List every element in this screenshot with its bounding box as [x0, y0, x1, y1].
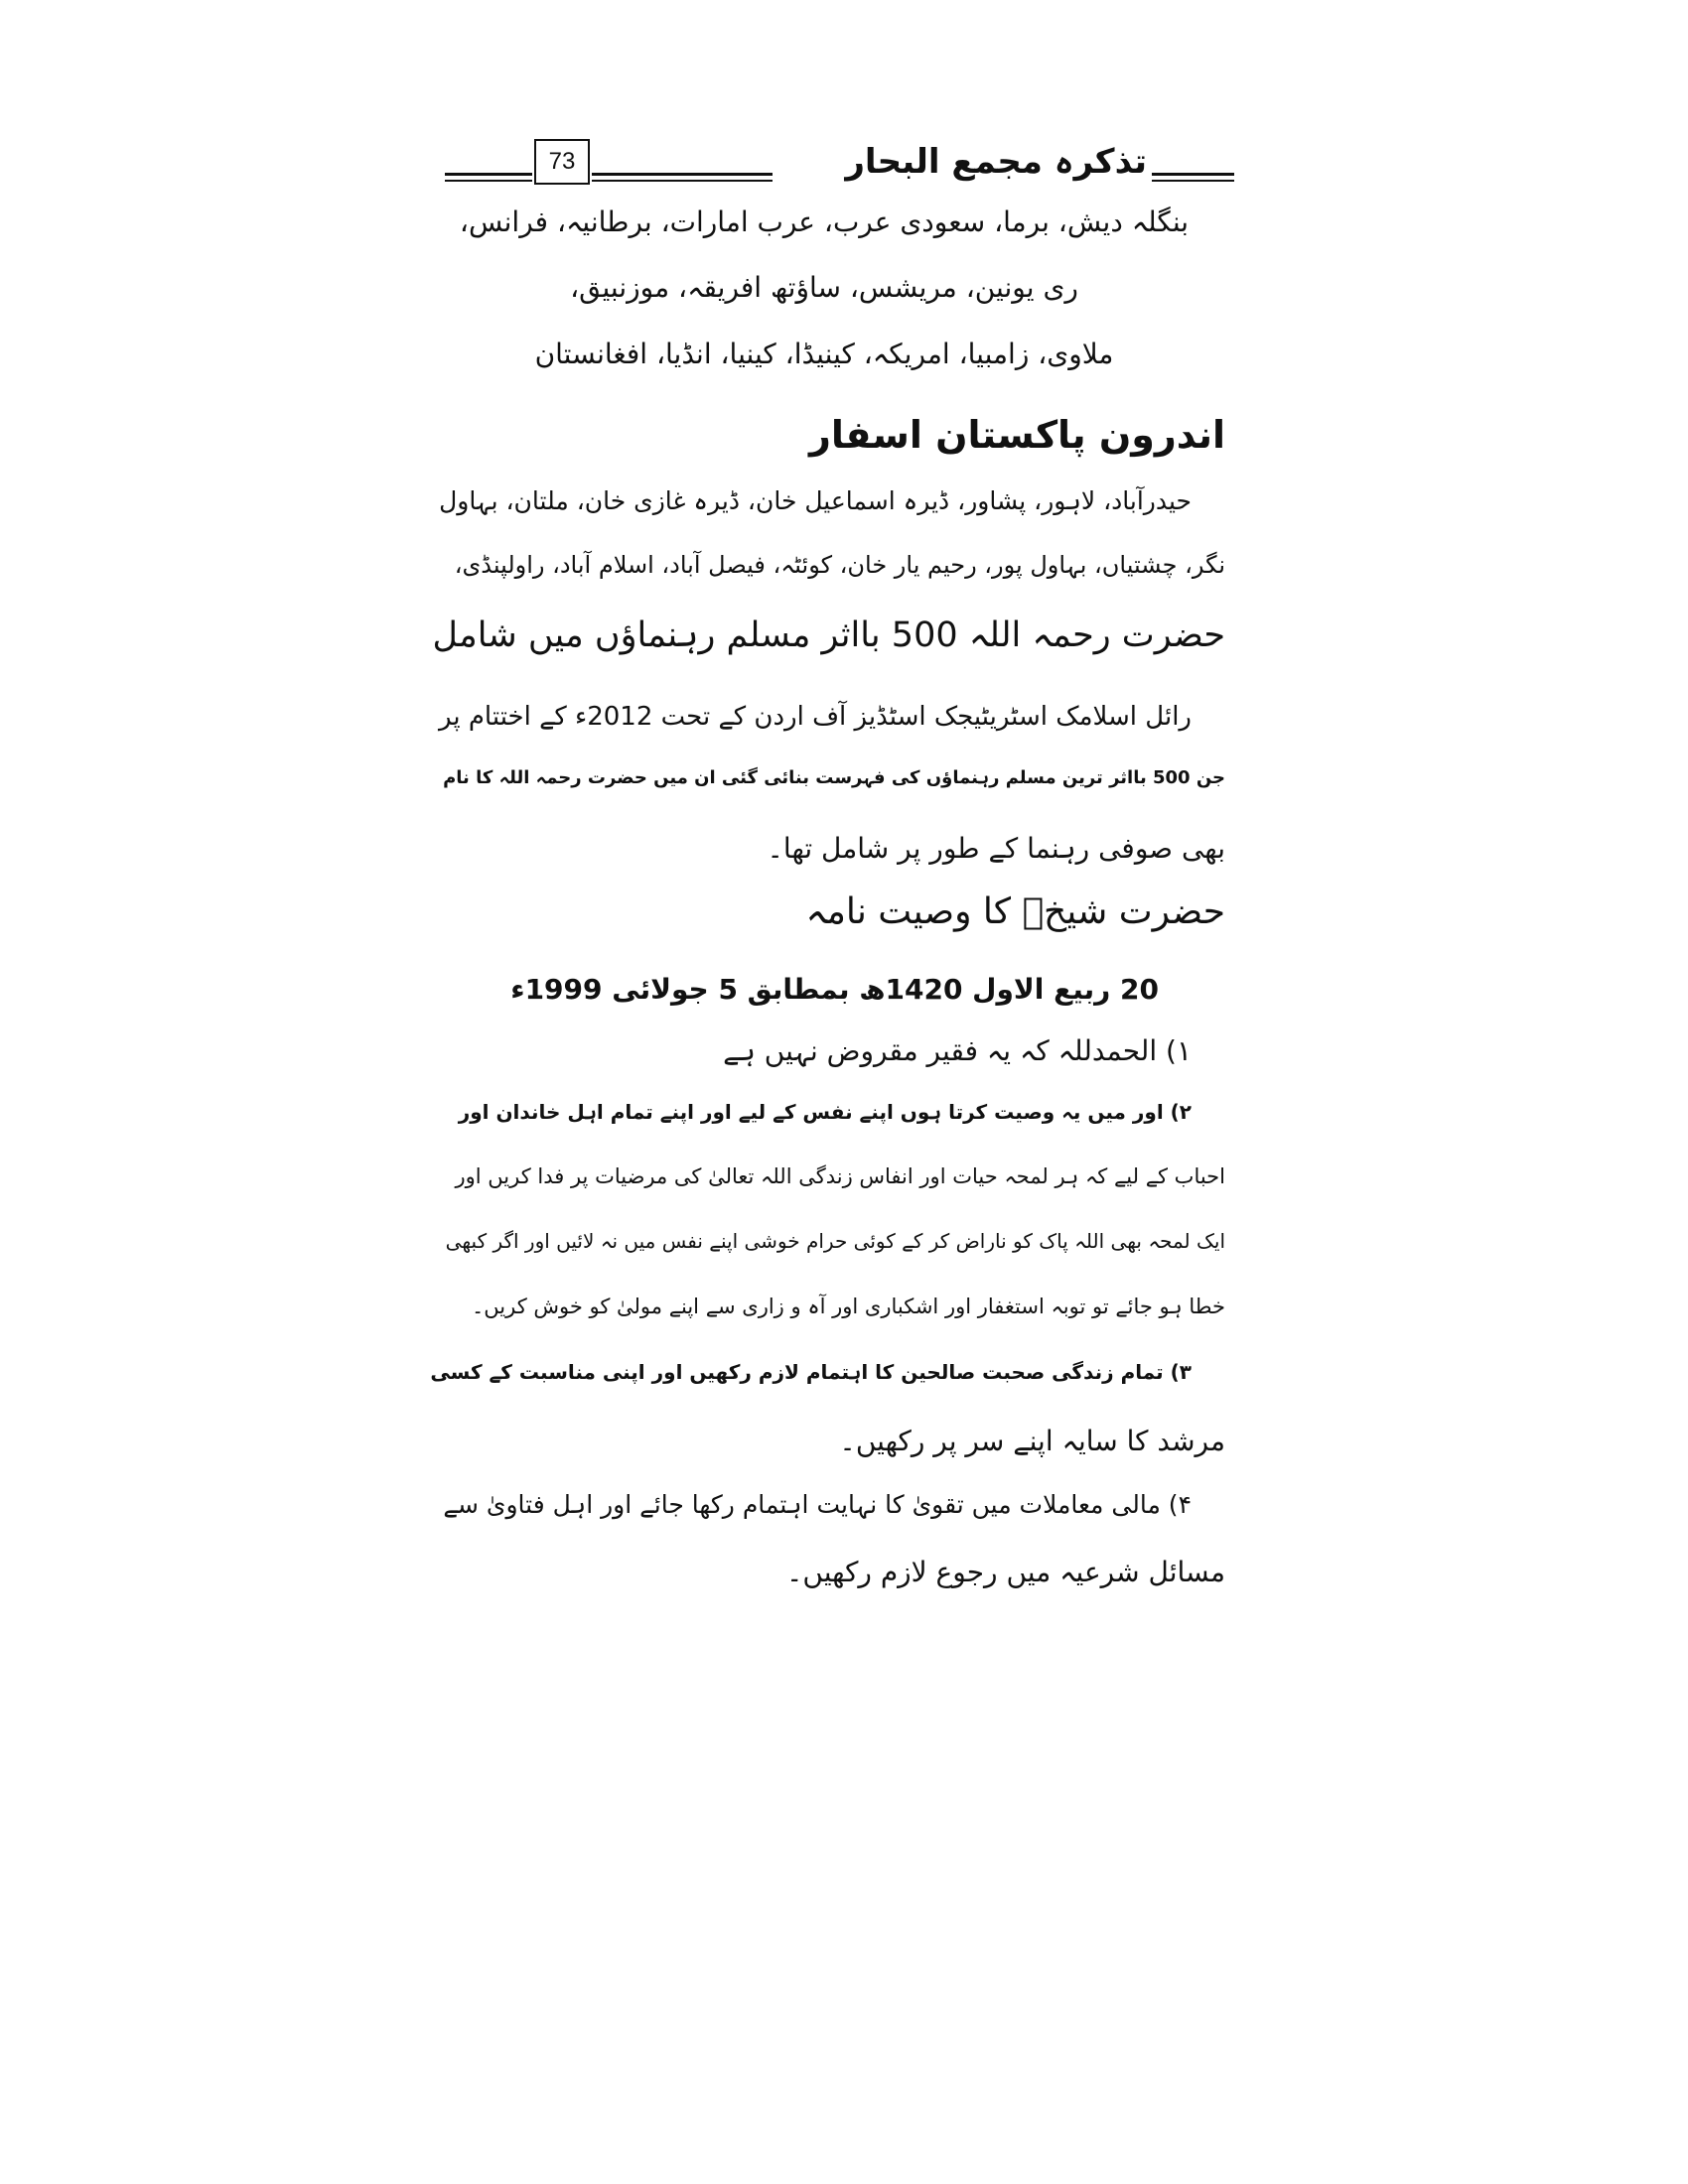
- will-item: ۳) تمام زندگی صحبت صالحین کا اہتمام لازم رکھیں اور اپنی مناسبت کے کسی: [430, 1360, 1192, 1384]
- body-line: مسائل شرعیہ میں رجوع لازم رکھیں۔: [786, 1556, 1225, 1588]
- header-rule-right: [1152, 173, 1234, 182]
- body-line: احباب کے لیے کہ ہر لمحہ حیات اور انفاس زندگی اللہ تعالیٰ کی مرضیات پر فدا کریں اور: [455, 1164, 1225, 1188]
- book-title: تذکرہ مجمع البحار: [845, 142, 1147, 182]
- body-line: خطا ہو جائے تو توبہ استغفار اور اشکباری اور آہ و زاری سے اپنے مولیٰ کو خوش کریں۔: [471, 1295, 1225, 1318]
- running-header: [445, 139, 1234, 189]
- body-line: مرشد کا سایہ اپنے سر پر رکھیں۔: [839, 1425, 1225, 1457]
- country-line: بنگلہ دیش، برما، سعودی عرب، عرب امارات، برطانیہ، فرانس،: [459, 205, 1190, 238]
- will-item: ۱) الحمدللہ کہ یہ فقیر مقروض نہیں ہے: [723, 1034, 1192, 1067]
- header-rule-middle: [592, 173, 773, 182]
- section-heading-influential: حضرت رحمہ اللہ 500 بااثر مسلم رہنماؤں میں شامل: [432, 615, 1225, 655]
- will-item: ۲) اور میں یہ وصیت کرتا ہوں اپنے نفس کے لیے اور اپنے تمام اہل خاندان اور: [458, 1100, 1192, 1124]
- body-line: حیدرآباد، لاہور، پشاور، ڈیرہ اسماعیل خان، ڈیرہ غازی خان، ملتان، بہاول: [439, 486, 1192, 515]
- country-line: ملاوی، زامبیا، امریکہ، کینیڈا، کینیا، انڈیا، افغانستان: [534, 338, 1114, 370]
- body-line: بھی صوفی رہنما کے طور پر شامل تھا۔: [767, 832, 1225, 865]
- page-number: 73: [534, 139, 590, 185]
- section-heading-will: حضرت شیخؒ کا وصیت نامہ: [805, 891, 1225, 932]
- body-line: جن 500 بااثر ترین مسلم رہنماؤں کی فہرست بنائی گئی ان میں حضرت رحمہ اللہ کا نام: [443, 767, 1225, 788]
- body-line: ایک لمحہ بھی اللہ پاک کو ناراض کر کے کوئی حرام خوشی اپنے نفس میں نہ لائیں اور اگر کبھی: [445, 1229, 1225, 1253]
- body-line: نگر، چشتیاں، بہاول پور، رحیم یار خان، کوئٹہ، فیصل آباد، اسلام آباد، راولپنڈی،: [454, 551, 1225, 579]
- section-heading-domestic-travels: اندرون پاکستان اسفار: [808, 413, 1225, 457]
- body-line: رائل اسلامک اسٹریٹیجک اسٹڈیز آف اردن کے تحت 2012ء کے اختتام پر: [438, 702, 1192, 732]
- country-line: ری یونین، مریشس، ساؤتھ افریقہ، موزنبیق،: [570, 271, 1078, 304]
- will-date: 20 ربیع الاول 1420ھ بمطابق 5 جولائی 1999ء: [510, 973, 1159, 1006]
- will-item: ۴) مالی معاملات میں تقویٰ کا نہایت اہتمام رکھا جائے اور اہل فتاویٰ سے: [443, 1490, 1192, 1519]
- header-rule-left: [445, 173, 532, 182]
